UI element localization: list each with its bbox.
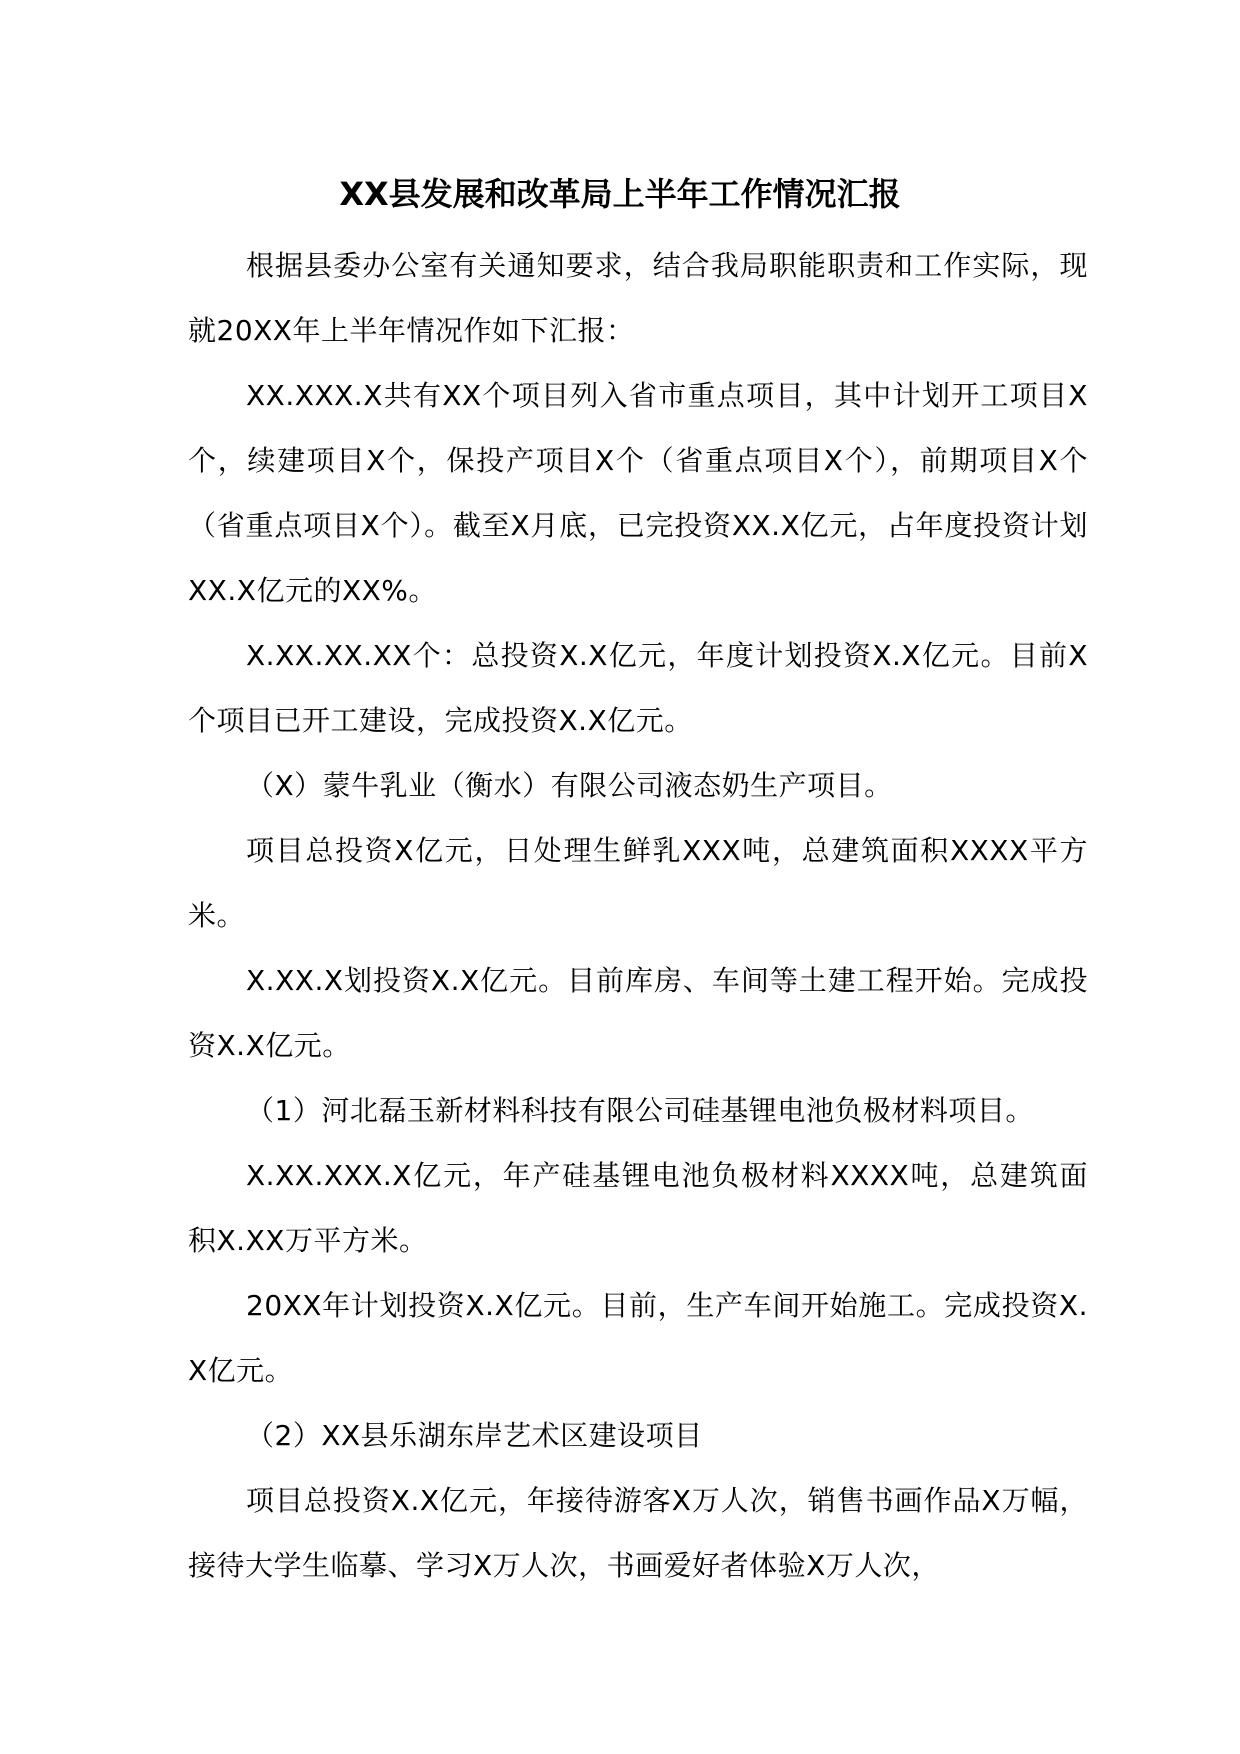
paragraph-project-detail: X.XX.XXX.X亿元，年产硅基锂电池负极材料XXXX吨，总建筑面积X.XX万平方米。 bbox=[188, 1159, 1088, 1257]
paragraph-project-heading: （2）XX县乐湖东岸艺术区建设项目 bbox=[246, 1419, 703, 1452]
paragraph-project-detail: 项目总投资X.X亿元，年接待游客X万人次，销售书画作品X万幅，接待大学生临摹、学习X万人次，书画爱好者体验X万人次， bbox=[188, 1484, 1088, 1582]
paragraph-project-heading: （X）蒙牛乳业（衡水）有限公司液态奶生产项目。 bbox=[246, 769, 893, 802]
paragraph-project-heading: （1）河北磊玉新材料科技有限公司硅基锂电池负极材料项目。 bbox=[246, 1094, 1034, 1127]
document-body bbox=[188, 233, 1088, 1598]
paragraph-investment-summary: X.XX.XX.XX个：总投资X.X亿元，年度计划投资X.X亿元。目前X个项目已开工建设，完成投资X.X亿元。 bbox=[188, 639, 1088, 737]
paragraph-project-progress: X.XX.X划投资X.X亿元。目前库房、车间等土建工程开始。完成投资X.X亿元。 bbox=[188, 964, 1088, 1062]
paragraph-project-progress: 20XX年计划投资X.X亿元。目前，生产车间开始施工。完成投资X.X亿元。 bbox=[188, 1289, 1088, 1387]
paragraph-project-detail: 项目总投资X亿元，日处理生鲜乳XXX吨，总建筑面积XXXX平方米。 bbox=[188, 834, 1088, 932]
document-title: XX县发展和改革局上半年工作情况汇报 bbox=[339, 175, 901, 213]
paragraph-intro: 根据县委办公室有关通知要求，结合我局职能职责和工作实际，现就20XX年上半年情况作如下汇报： bbox=[188, 249, 1088, 347]
paragraph-key-projects: XX.XXX.X共有XX个项目列入省市重点项目，其中计划开工项目X个，续建项目X个，保投产项目X个（省重点项目X个），前期项目X个（省重点项目X个）。截至X月底，已完投资XX.X亿元，占年度投资计划XX.X亿元的XX%。 bbox=[188, 379, 1088, 607]
